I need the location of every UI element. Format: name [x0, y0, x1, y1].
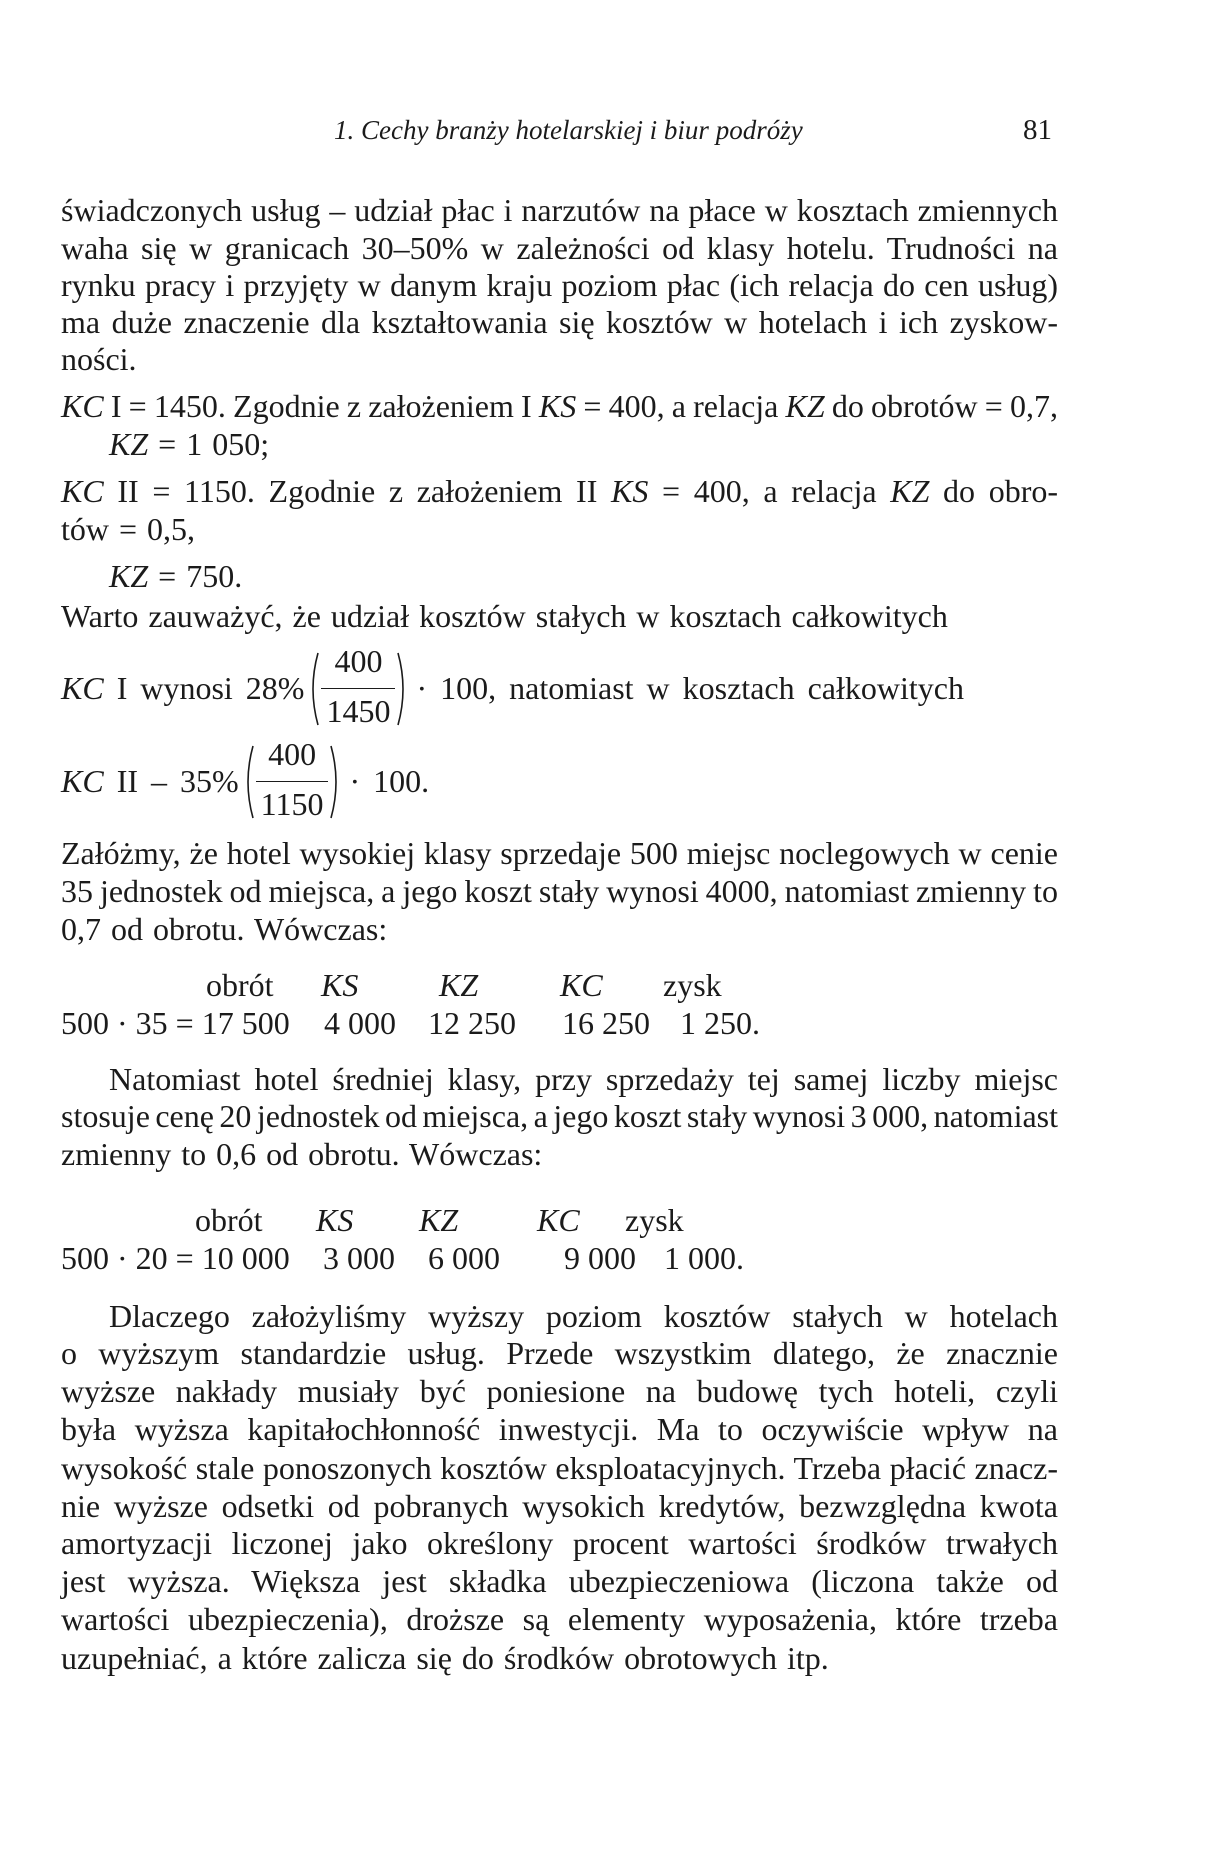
table-header-cell: obrót — [195, 1202, 263, 1238]
table-cell: 9 000 — [564, 1240, 636, 1276]
paragraph-4-line: uzupełniać, a które zalicza się do środków obrotowych itp. — [61, 1640, 829, 1676]
table-cell: 4 000 — [324, 1005, 396, 1041]
table-header-cell: KZ — [439, 967, 479, 1003]
paragraph-4-line: o wyższym standardzie usług. Przede wszystkim dlatego, że znacznie — [61, 1335, 1058, 1371]
paragraph-1-line: ności. — [61, 341, 137, 377]
variant-1-line — [61, 388, 1058, 425]
table-header-cell: zysk — [663, 967, 722, 1003]
variant-2-result-line — [109, 558, 1058, 595]
kz-symbol: KZ — [890, 473, 930, 509]
table-cell: 1 250. — [680, 1005, 760, 1041]
share-2-prefix-text: II – 35% — [103, 763, 239, 799]
variant-2-text: = 400, a relacja — [648, 473, 891, 509]
table-cell: 16 250 — [562, 1005, 650, 1041]
share-2-formula — [61, 737, 429, 826]
page-number: 81 — [1023, 114, 1052, 146]
kc-symbol: KC — [61, 388, 104, 424]
paragraph-2-line: 0,7 od obrotu. Wówczas: — [61, 911, 388, 947]
variant-1-result-line — [109, 426, 1058, 463]
paragraph-1-line: świadczonych usług – udział płac i narzutów na płace w kosztach zmiennych — [61, 192, 1058, 228]
paragraph-4-line: wartości ubezpieczenia), droższe są elementy wyposażenia, które trzeba — [61, 1601, 1058, 1637]
paragraph-4-line: Dlaczego założyliśmy wyższy poziom kosztów stałych w hotelach — [109, 1298, 1058, 1334]
variant-1-text: = 400, a relacja — [576, 388, 786, 424]
share-2-suffix: · 100. — [349, 763, 430, 799]
paragraph-2-line: 35 jednostek od miejsca, a jego koszt stały wynosi 4000, natomiast zmienny to — [61, 873, 1058, 909]
variant-2-result: = 750. — [148, 558, 243, 594]
variant-2-text: II = 1150. Zgodnie z założeniem II — [103, 473, 612, 509]
share-1-suffix: · 100, natomiast w kosztach całkowitych — [416, 670, 964, 706]
variant-2-line — [61, 473, 1058, 510]
variant-1-text: do obrotów = 0,7, — [824, 388, 1059, 424]
kz-symbol: KZ — [109, 426, 149, 462]
share-2-fraction — [256, 737, 329, 826]
table-header-cell: obrót — [206, 967, 274, 1003]
table-cell: 500 · 35 = 17 500 — [61, 1005, 290, 1041]
table-header-cell: KC — [560, 967, 603, 1003]
paragraph-4-line: wyższe nakłady musiały być poniesione na budowę tych hoteli, czyli — [61, 1373, 1058, 1409]
kz-symbol: KZ — [785, 388, 825, 424]
fraction-denominator: 1450 — [321, 688, 395, 733]
kc-symbol: KC — [61, 763, 104, 799]
fraction-numerator: 400 — [268, 736, 317, 772]
kc-symbol: KC — [61, 670, 104, 706]
paragraph-2-line: Załóżmy, że hotel wysokiej klasy sprzedaje 500 miejsc noclegowych w cenie — [61, 835, 1058, 871]
share-1-prefix — [61, 670, 304, 707]
paragraph-1-line: waha się w granicach 30–50% w zależności od klasy hotelu. Trudności na — [61, 230, 1058, 266]
variant-2-text: do obro- — [929, 473, 1059, 509]
table-header-cell: KC — [537, 1202, 580, 1238]
ks-symbol: KS — [611, 473, 649, 509]
table-header-cell: KZ — [419, 1202, 459, 1238]
table-header-cell: KS — [316, 1202, 354, 1238]
fraction-numerator: 400 — [334, 643, 383, 679]
table-cell: 12 250 — [428, 1005, 516, 1041]
paragraph-3-line: Natomiast hotel średniej klasy, przy sprzedaży tej samej liczby miejsc — [109, 1061, 1058, 1097]
right-parenthesis — [329, 744, 341, 820]
table-header-cell: zysk — [625, 1202, 684, 1238]
paragraph-1-line: ma duże znaczenie dla kształtowania się kosztów w hotelach i ich zyskow- — [61, 304, 1058, 340]
paragraph-1-line: rynku pracy i przyjęty w danym kraju poziom płac (ich relacja do cen usług) — [61, 267, 1058, 303]
share-1-fraction — [321, 644, 395, 733]
share-1-prefix-text: I wynosi 28% — [103, 670, 305, 706]
remark-line: Warto zauważyć, że udział kosztów stałych w kosztach całkowitych — [61, 598, 948, 634]
paragraph-3-line: zmienny to 0,6 od obrotu. Wówczas: — [61, 1136, 543, 1172]
paragraph-4-line: amortyzacji liczonej jako określony procent wartości środków trwałych — [61, 1525, 1058, 1561]
running-head-title: 1. Cechy branży hotelarskiej i biur podróży — [334, 115, 803, 145]
table-cell: 1 000. — [664, 1240, 744, 1276]
table-header-cell: KS — [321, 967, 359, 1003]
left-parenthesis — [243, 744, 255, 820]
table-cell: 3 000 — [323, 1240, 395, 1276]
table-cell: 500 · 20 = 10 000 — [61, 1240, 290, 1276]
left-parenthesis — [308, 651, 320, 727]
kz-symbol: KZ — [109, 558, 149, 594]
fraction-denominator: 1150 — [256, 781, 329, 826]
table-cell: 6 000 — [428, 1240, 500, 1276]
variant-1-text: I = 1450. Zgodnie z założeniem I — [103, 388, 539, 424]
variant-1-result: = 1 050; — [148, 426, 270, 462]
variant-2-continuation: tów = 0,5, — [61, 511, 196, 547]
paragraph-4-line: jest wyższa. Większa jest składka ubezpieczeniowa (liczona także od — [61, 1563, 1058, 1599]
kc-symbol: KC — [61, 473, 104, 509]
paragraph-4-line: wysokość stale ponoszonych kosztów eksploatacyjnych. Trzeba płacić znacz- — [61, 1450, 1058, 1486]
share-2-prefix — [61, 763, 239, 800]
share-1-formula — [61, 644, 964, 733]
paragraph-4-line: nie wyższe odsetki od pobranych wysokich kredytów, bezwzględna kwota — [61, 1488, 1058, 1524]
paragraph-4-line: była wyższa kapitałochłonność inwestycji. Ma to oczywiście wpływ na — [61, 1411, 1058, 1447]
paragraph-3-line: stosuje cenę 20 jednostek od miejsca, a jego koszt stały wynosi 3 000, natomiast — [61, 1098, 1058, 1134]
ks-symbol: KS — [538, 388, 577, 424]
right-parenthesis — [396, 651, 408, 727]
